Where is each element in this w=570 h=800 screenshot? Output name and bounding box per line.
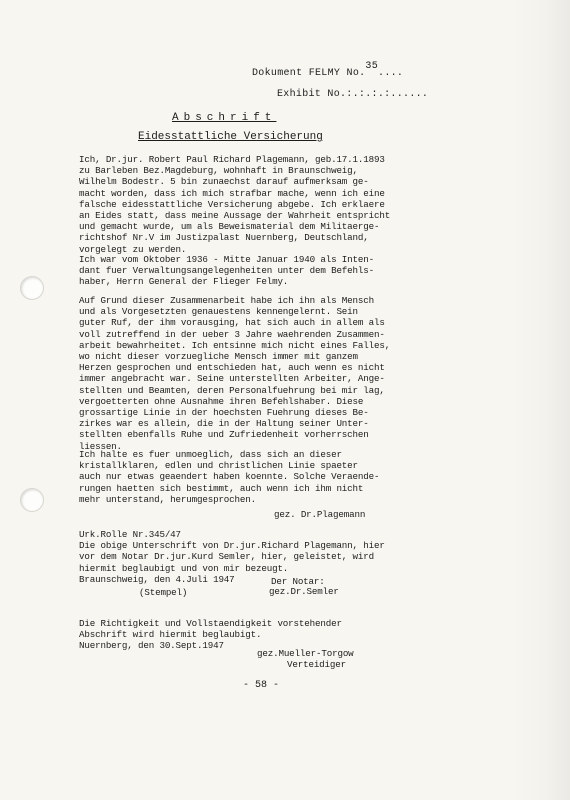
paragraph-line: und als Vorgesetzten genauestens kennengelernt. Sein bbox=[79, 306, 358, 318]
closing-line: Die Richtigkeit und Vollstaendigkeit vorstehender bbox=[79, 618, 342, 629]
document-subtitle: Eidesstattliche Versicherung bbox=[138, 131, 323, 143]
paragraph-line: arbeit bewahrheitet. Ich entsinne mich nicht eines Falles, bbox=[79, 339, 391, 351]
stamp-placeholder: (Stempel) bbox=[139, 587, 188, 598]
paragraph-line: haber, Herrn General der Flieger Felmy. bbox=[79, 276, 289, 288]
notary-label: Der Notar: bbox=[271, 576, 325, 587]
paragraph-line: falsche eidesstattliche Versicherung abgebe. Ich erklaere bbox=[79, 198, 385, 210]
notary-signature: gez.Dr.Semler bbox=[269, 586, 339, 597]
paragraph-line: Wilhelm Bodestr. 5 bin zunaechst darauf aufmerksam ge- bbox=[79, 176, 369, 188]
punch-hole-bottom bbox=[20, 488, 44, 512]
paragraph-line: stellten und Beamten, deren Personalfuehrung bei mir lag, bbox=[79, 384, 385, 396]
closing-certification bbox=[79, 618, 539, 652]
notary-line: hiermit beglaubigt und von mir bezeugt. bbox=[79, 562, 289, 574]
notary-line: Urk.Rolle Nr.345/47 bbox=[79, 529, 181, 540]
paragraph-line: immer angebracht war. Seine unterstellten Arbeiter, Ange- bbox=[79, 373, 385, 385]
defense-signature: gez.Mueller-Torgow bbox=[257, 648, 354, 659]
paragraph-line: voll zutreffend in der ueber 3 Jahre waehrenden Zusammen- bbox=[79, 328, 385, 340]
document-number-line: Dokument FELMY No.35.... bbox=[252, 61, 404, 79]
paragraph-line: wo nicht dieser vorzuegliche Mensch immer mit ganzem bbox=[79, 351, 358, 363]
paragraph-line: und gemacht wurde, um als Beweismaterial dem Militaerge- bbox=[79, 221, 380, 233]
paragraph-4 bbox=[79, 449, 539, 505]
paragraph-line: zu Barleben Bez.Magdeburg, wohnhaft in Braunschweig, bbox=[79, 165, 358, 177]
paragraph-line: grossartige Linie in der hoechsten Fuehrung dieses Be- bbox=[79, 407, 369, 419]
paragraph-line: liessen. bbox=[79, 440, 122, 452]
paragraph-line: Auf Grund dieser Zusammenarbeit habe ich ihn als Mensch bbox=[79, 295, 374, 306]
closing-line: Abschrift wird hiermit beglaubigt. bbox=[79, 629, 262, 641]
notary-line: vor dem Notar Dr.jur.Kurd Semler, hier, geleistet, wird bbox=[79, 551, 374, 563]
page-number: - 58 - bbox=[243, 680, 280, 691]
paragraph-line: dant fuer Verwaltungsangelegenheiten unter dem Befehls- bbox=[79, 265, 374, 277]
paragraph-line: stellten ebenfalls Ruhe und Zufriedenheit vorherrschen bbox=[79, 429, 369, 441]
document-number: 35 bbox=[365, 61, 379, 72]
paragraph-line: rungen haetten sich bestimmt, auch wenn ich ihm nicht bbox=[79, 482, 364, 494]
paragraph-line: Ich, Dr.jur. Robert Paul Richard Plagemann, geb.17.1.1893 bbox=[79, 154, 385, 165]
closing-line: Nuernberg, den 30.Sept.1947 bbox=[79, 640, 224, 652]
paragraph-line: Ich halte es fuer unmoeglich, dass sich an dieser bbox=[79, 449, 342, 460]
document-label: Dokument FELMY No. bbox=[252, 68, 366, 79]
exhibit-number-line: Exhibit No.:.:.:.:...... bbox=[277, 89, 429, 100]
paragraph-line: mehr unterstand, herumgesprochen. bbox=[79, 493, 256, 505]
paragraph-line: macht worden, dass ich mich strafbar mache, wenn ich eine bbox=[79, 187, 385, 199]
paragraph-line: auch nur etwas geaendert haben koennte. Solche Veraende- bbox=[79, 471, 380, 483]
defense-role: Verteidiger bbox=[287, 659, 346, 670]
paragraph-line: Herzen gesprochen und entschieden hat, auch wenn es nicht bbox=[79, 362, 385, 374]
paragraph-line: Ich war vom Oktober 1936 - Mitte Januar 1940 als Inten- bbox=[79, 254, 374, 265]
paragraph-line: zirkes war es allein, die in der Haltung seiner Unter- bbox=[79, 418, 369, 430]
paragraph-line: guter Ruf, der ihm vorausging, hat sich auch in allem als bbox=[79, 317, 385, 329]
paragraph-line: vergoetterten ohne Ausnahme ihren Befehlshaber. Diese bbox=[79, 395, 364, 407]
notary-line: Braunschweig, den 4.Juli 1947 bbox=[79, 573, 235, 585]
notary-line: Die obige Unterschrift von Dr.jur.Richard Plagemann, hier bbox=[79, 540, 385, 552]
paragraph-3 bbox=[79, 295, 539, 452]
paragraph-line: richtshof Nr.V im Justizpalast Nuernberg, Deutschland, bbox=[79, 232, 369, 244]
signature-plagemann: gez. Dr.Plagemann bbox=[274, 509, 366, 520]
paragraph-line: kristallklaren, edlen und christlichen Linie spaeter bbox=[79, 460, 358, 472]
document-title: Abschrift bbox=[172, 112, 277, 124]
punch-hole-top bbox=[20, 276, 44, 300]
paragraph-1 bbox=[79, 154, 539, 255]
paragraph-line: an Eides statt, dass meine Aussage der Wahrheit entspricht bbox=[79, 210, 391, 222]
paragraph-line: vorgelegt zu werden. bbox=[79, 243, 187, 255]
paragraph-2 bbox=[79, 254, 539, 288]
